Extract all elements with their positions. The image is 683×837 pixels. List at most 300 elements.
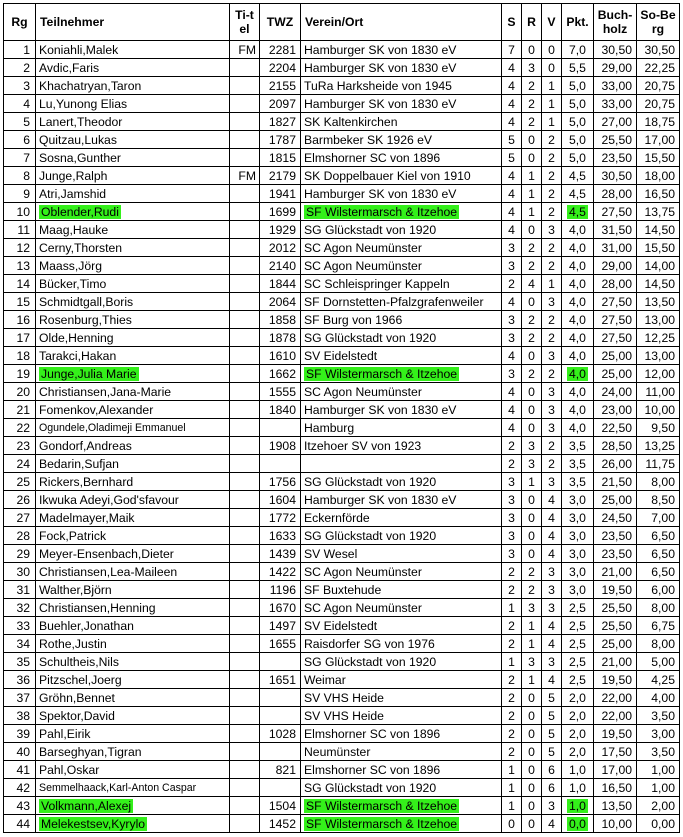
cell-losses-text: 3: [548, 798, 555, 813]
cell-wins: [502, 563, 522, 581]
cell-buchholz: [594, 383, 637, 401]
cell-draws: [522, 95, 542, 113]
cell-points-text: 3,0: [569, 492, 586, 507]
cell-club-text: Weimar: [304, 672, 346, 687]
cell-rating-text: 1844: [268, 276, 296, 291]
cell-rating: [260, 383, 301, 401]
cell-buchholz-text: 27,50: [601, 204, 632, 219]
cell-buchholz-text: 22,00: [601, 708, 632, 723]
cell-sonneborn-berger: [637, 563, 680, 581]
cell-rank-text: 43: [16, 798, 30, 813]
cell-rank: [4, 599, 36, 617]
cell-club: [301, 815, 502, 833]
cell-buchholz: [594, 725, 637, 743]
cell-title: [230, 743, 260, 761]
cell-losses: [542, 437, 562, 455]
cell-wins: [502, 473, 522, 491]
cell-points: [562, 617, 594, 635]
cell-rank-text: 37: [16, 690, 30, 705]
cell-points: [562, 491, 594, 509]
cell-losses-text: 2: [548, 132, 555, 147]
table-row: [4, 491, 680, 509]
cell-draws: [522, 707, 542, 725]
cell-rating: [260, 95, 301, 113]
cell-losses-text: 1: [548, 96, 555, 111]
cell-losses: [542, 113, 562, 131]
table-row: [4, 797, 680, 815]
cell-rank-text: 11: [17, 222, 30, 237]
cell-player-name: [36, 329, 230, 347]
cell-buchholz: [594, 653, 637, 671]
cell-rank: [4, 275, 36, 293]
cell-player-name-text: Rickers,Bernhard: [39, 474, 134, 489]
cell-draws-text: 0: [528, 798, 535, 813]
cell-points-text: 1,0: [569, 780, 586, 795]
cell-draws: [522, 203, 542, 221]
cell-rank: [4, 491, 36, 509]
cell-buchholz-text: 28,00: [601, 276, 632, 291]
cell-points-text: 2,5: [569, 672, 586, 687]
cell-sonneborn-berger-text: 14,00: [644, 258, 675, 273]
cell-rating: [260, 563, 301, 581]
cell-buchholz: [594, 113, 637, 131]
cell-player-name: [36, 401, 230, 419]
cell-losses: [542, 617, 562, 635]
cell-rank: [4, 473, 36, 491]
table-row: [4, 815, 680, 833]
cell-player-name: [36, 527, 230, 545]
cell-buchholz: [594, 527, 637, 545]
cell-sonneborn-berger: [637, 599, 680, 617]
cell-losses: [542, 41, 562, 59]
cell-sonneborn-berger-text: 20,75: [644, 78, 675, 93]
cell-sonneborn-berger-text: 4,25: [651, 672, 675, 687]
cell-wins: [502, 599, 522, 617]
cell-wins: [502, 455, 522, 473]
cell-rating-text: 1028: [268, 726, 296, 741]
cell-wins-text: 1: [508, 780, 515, 795]
cell-player-name-text: Olde,Henning: [39, 330, 114, 345]
cell-draws-text: 0: [528, 150, 535, 165]
cell-buchholz: [594, 311, 637, 329]
cell-wins-text: 3: [508, 492, 515, 507]
cell-player-name-text: Pahl,Eirik: [39, 726, 91, 741]
cell-points: [562, 383, 594, 401]
col-header-titel: Ti-tel: [230, 4, 260, 41]
cell-wins: [502, 671, 522, 689]
cell-buchholz-text: 25,50: [601, 618, 632, 633]
cell-club-text: SV Wesel: [304, 546, 358, 561]
cell-draws-text: 0: [528, 708, 535, 723]
cell-sonneborn-berger: [637, 707, 680, 725]
cell-club-text: SC Schleispringer Kappeln: [304, 276, 450, 291]
cell-sonneborn-berger-text: 7,00: [651, 510, 675, 525]
cell-buchholz: [594, 491, 637, 509]
cell-sonneborn-berger: [637, 257, 680, 275]
cell-player-name: [36, 239, 230, 257]
cell-buchholz-text: 25,00: [601, 366, 632, 381]
cell-buchholz: [594, 761, 637, 779]
table-row: [4, 59, 680, 77]
cell-player-name: [36, 419, 230, 437]
cell-sonneborn-berger: [637, 815, 680, 833]
cell-rank-text: 15: [16, 294, 30, 309]
cell-rank-text: 1: [23, 42, 30, 57]
cell-rating: [260, 653, 301, 671]
cell-rank: [4, 113, 36, 131]
cell-sonneborn-berger: [637, 347, 680, 365]
cell-draws-text: 1: [528, 474, 535, 489]
cell-club: [301, 113, 502, 131]
cell-player-name-text: Oblender,Rudi: [41, 204, 119, 219]
cell-title: [230, 437, 260, 455]
cell-losses: [542, 725, 562, 743]
table-row: [4, 293, 680, 311]
cell-rating-text: 2012: [268, 240, 296, 255]
cell-wins: [502, 545, 522, 563]
cell-losses-text: 3: [548, 222, 555, 237]
cell-rank: [4, 167, 36, 185]
cell-losses-text: 3: [548, 348, 555, 363]
cell-rating: [260, 239, 301, 257]
cell-rank-text: 4: [23, 96, 30, 111]
cell-draws-text: 3: [528, 438, 535, 453]
cell-draws: [522, 77, 542, 95]
cell-club: [301, 563, 502, 581]
cell-draws: [522, 41, 542, 59]
cell-rating-text: 1878: [268, 330, 296, 345]
cell-wins: [502, 383, 522, 401]
cell-losses: [542, 815, 562, 833]
cell-player-name-text: Rothe,Justin: [39, 636, 107, 651]
cell-player-name-text: Christiansen,Lea-Maileen: [39, 564, 178, 579]
cell-rank: [4, 743, 36, 761]
cell-sonneborn-berger-text: 8,50: [651, 492, 675, 507]
cell-title: [230, 527, 260, 545]
cell-rating-text: 1497: [268, 618, 296, 633]
cell-buchholz: [594, 635, 637, 653]
cell-buchholz-text: 29,00: [601, 60, 632, 75]
cell-wins-text: 2: [508, 708, 515, 723]
cell-points: [562, 437, 594, 455]
cell-rank: [4, 203, 36, 221]
cell-club-text: Elmshorner SC von 1896: [304, 762, 441, 777]
cell-player-name: [36, 149, 230, 167]
cell-wins-text: 4: [508, 186, 515, 201]
cell-rating-text: 2204: [268, 60, 296, 75]
cell-player-name: [36, 581, 230, 599]
cell-rank: [4, 581, 36, 599]
cell-buchholz-text: 23,50: [601, 150, 632, 165]
cell-buchholz: [594, 563, 637, 581]
cell-losses-text: 1: [548, 114, 555, 129]
cell-title: [230, 149, 260, 167]
cell-losses: [542, 419, 562, 437]
cell-rank: [4, 635, 36, 653]
cell-losses-text: 3: [548, 654, 555, 669]
cell-losses-text: 6: [548, 780, 555, 795]
cell-rating-text: 1699: [268, 204, 296, 219]
cell-losses-text: 5: [548, 708, 555, 723]
cell-player-name-text: Pahl,Oskar: [39, 762, 100, 777]
cell-losses: [542, 347, 562, 365]
cell-points-text: 5,5: [569, 60, 586, 75]
cell-draws-text: 2: [528, 114, 535, 129]
cell-draws-text: 2: [528, 96, 535, 111]
cell-rank-text: 38: [16, 708, 30, 723]
cell-title: [230, 797, 260, 815]
cell-losses-text: 3: [548, 564, 555, 579]
cell-rating: [260, 131, 301, 149]
cell-rating: [260, 473, 301, 491]
cell-draws-text: 1: [528, 204, 535, 219]
cell-sonneborn-berger: [637, 473, 680, 491]
cell-wins-text: 3: [508, 546, 515, 561]
cell-rank-text: 13: [16, 258, 30, 273]
cell-rating: [260, 743, 301, 761]
cell-player-name: [36, 797, 230, 815]
cell-wins: [502, 509, 522, 527]
cell-wins-text: 3: [508, 474, 515, 489]
cell-buchholz-text: 28,00: [601, 186, 632, 201]
table-row: [4, 311, 680, 329]
cell-draws: [522, 545, 542, 563]
cell-rating: [260, 509, 301, 527]
cell-draws-text: 0: [528, 780, 535, 795]
cell-wins-text: 4: [508, 204, 515, 219]
cell-club: [301, 311, 502, 329]
cell-draws: [522, 761, 542, 779]
cell-rating: [260, 671, 301, 689]
cell-buchholz: [594, 401, 637, 419]
cell-losses-text: 2: [548, 240, 555, 255]
cell-wins: [502, 293, 522, 311]
cell-title: [230, 581, 260, 599]
cell-buchholz: [594, 437, 637, 455]
cell-rating-text: 1858: [268, 312, 296, 327]
cell-player-name-text: Bedarin,Sufjan: [39, 456, 119, 471]
cell-losses-text: 3: [548, 474, 555, 489]
table-row: [4, 635, 680, 653]
cell-draws-text: 0: [528, 348, 535, 363]
cell-club-text: SG Glückstadt von 1920: [304, 330, 437, 345]
cell-sonneborn-berger: [637, 545, 680, 563]
cell-club: [301, 437, 502, 455]
cell-buchholz-text: 24,50: [601, 510, 632, 525]
cell-club-text: Itzehoer SV von 1923: [304, 438, 422, 453]
cell-rank: [4, 797, 36, 815]
cell-points: [562, 689, 594, 707]
cell-wins: [502, 797, 522, 815]
cell-title: [230, 113, 260, 131]
cell-title: [230, 347, 260, 365]
cell-player-name: [36, 617, 230, 635]
cell-rating-text: 1772: [268, 510, 296, 525]
cell-rank: [4, 149, 36, 167]
table-row: [4, 329, 680, 347]
cell-sonneborn-berger-text: 8,00: [651, 636, 675, 651]
cell-buchholz: [594, 545, 637, 563]
cell-losses: [542, 653, 562, 671]
cell-rank: [4, 239, 36, 257]
cell-buchholz: [594, 203, 637, 221]
cell-player-name-text: Quitzau,Lukas: [39, 132, 117, 147]
cell-player-name: [36, 815, 230, 833]
cell-buchholz-text: 24,00: [601, 384, 632, 399]
cell-player-name-text: Maag,Hauke: [39, 222, 109, 237]
cell-club-text: Elmshorner SC von 1896: [304, 726, 441, 741]
cell-points: [562, 311, 594, 329]
cell-rating-text: 2097: [268, 96, 296, 111]
table-row: [4, 743, 680, 761]
cell-points: [562, 599, 594, 617]
cell-rank-text: 7: [23, 150, 30, 165]
cell-draws-text: 0: [528, 510, 535, 525]
cell-player-name-text: Melekestsev,Kyrylo: [41, 816, 146, 831]
cell-rating-text: 1787: [268, 132, 296, 147]
col-header-buchholz: Buch-holz: [594, 4, 637, 41]
cell-points: [562, 329, 594, 347]
cell-draws: [522, 221, 542, 239]
cell-rank: [4, 95, 36, 113]
cell-player-name: [36, 257, 230, 275]
cell-player-name-text: Gondorf,Andreas: [39, 438, 132, 453]
cell-player-name-text: Lu,Yunong Elias: [39, 96, 128, 111]
cell-wins-text: 4: [508, 60, 515, 75]
cell-points-text: 3,0: [569, 564, 586, 579]
cell-rating-text: 2179: [268, 168, 296, 183]
cell-draws: [522, 599, 542, 617]
cell-club-text: SF Wilstermarsch & Itzehoe: [306, 816, 458, 831]
cell-points-text: 2,5: [569, 654, 586, 669]
cell-sonneborn-berger-text: 11,75: [645, 456, 675, 471]
cell-rank-text: 32: [16, 600, 30, 615]
cell-buchholz: [594, 473, 637, 491]
cell-losses: [542, 401, 562, 419]
cell-rating: [260, 311, 301, 329]
cell-losses: [542, 635, 562, 653]
cell-wins: [502, 257, 522, 275]
cell-rating-text: 1662: [268, 366, 296, 381]
cell-sonneborn-berger: [637, 509, 680, 527]
cell-draws-text: 0: [528, 222, 535, 237]
cell-points: [562, 41, 594, 59]
cell-rating: [260, 401, 301, 419]
cell-losses-text: 3: [548, 600, 555, 615]
cell-sonneborn-berger: [637, 419, 680, 437]
cell-wins: [502, 743, 522, 761]
cell-buchholz: [594, 95, 637, 113]
cell-sonneborn-berger: [637, 239, 680, 257]
cell-losses-text: 4: [548, 636, 555, 651]
cell-player-name-text: Buehler,Jonathan: [39, 618, 134, 633]
cell-rank-text: 23: [16, 438, 30, 453]
cell-wins-text: 2: [508, 564, 515, 579]
cell-club: [301, 257, 502, 275]
cell-points: [562, 77, 594, 95]
cell-player-name: [36, 221, 230, 239]
cell-buchholz: [594, 509, 637, 527]
cell-wins: [502, 527, 522, 545]
cell-buchholz-text: 21,50: [601, 474, 632, 489]
table-row: [4, 113, 680, 131]
table-row: [4, 401, 680, 419]
cell-wins-text: 4: [508, 294, 515, 309]
cell-rank: [4, 401, 36, 419]
table-row: [4, 707, 680, 725]
cell-buchholz: [594, 599, 637, 617]
cell-sonneborn-berger-text: 3,00: [651, 726, 675, 741]
cell-rank: [4, 689, 36, 707]
cell-sonneborn-berger: [637, 671, 680, 689]
cell-rank-text: 42: [16, 780, 30, 795]
cell-club: [301, 95, 502, 113]
cell-club-text: SV VHS Heide: [304, 690, 384, 705]
cell-buchholz: [594, 167, 637, 185]
cell-club: [301, 221, 502, 239]
cell-title: [230, 401, 260, 419]
cell-losses-text: 4: [548, 510, 555, 525]
cell-club: [301, 653, 502, 671]
table-row: [4, 689, 680, 707]
cell-title: [230, 365, 260, 383]
cell-title: [230, 671, 260, 689]
cell-player-name-text: Junge,Julia Marie: [41, 366, 137, 381]
cell-title: [230, 59, 260, 77]
cell-buchholz: [594, 293, 637, 311]
cell-draws-text: 0: [528, 42, 535, 57]
cell-losses-text: 2: [548, 366, 555, 381]
cell-rank: [4, 617, 36, 635]
cell-losses: [542, 581, 562, 599]
cell-buchholz-text: 25,50: [601, 600, 632, 615]
cell-rating: [260, 815, 301, 833]
cell-rating-text: 1196: [269, 582, 296, 597]
cell-points-text: 7,0: [569, 42, 586, 57]
cell-draws: [522, 815, 542, 833]
cell-club: [301, 527, 502, 545]
table-row: [4, 419, 680, 437]
cell-points-text: 3,0: [569, 510, 586, 525]
cell-rating: [260, 707, 301, 725]
cell-buchholz-text: 27,00: [601, 114, 632, 129]
cell-buchholz-text: 33,00: [601, 78, 632, 93]
cell-draws-text: 2: [528, 78, 535, 93]
cell-club-text: Hamburger SK von 1830 eV: [304, 492, 457, 507]
cell-rank-text: 20: [16, 384, 30, 399]
cell-sonneborn-berger-text: 16,50: [644, 186, 675, 201]
cell-rating-text: 1651: [268, 672, 296, 687]
cell-wins: [502, 59, 522, 77]
cell-points-text: 5,0: [569, 114, 586, 129]
cell-sonneborn-berger: [637, 41, 680, 59]
cell-buchholz: [594, 41, 637, 59]
cell-buchholz-text: 27,50: [601, 330, 632, 345]
cell-title: [230, 779, 260, 797]
cell-wins-text: 7: [508, 42, 515, 57]
table-row: [4, 257, 680, 275]
cell-rank: [4, 383, 36, 401]
cell-sonneborn-berger-text: 15,50: [644, 150, 675, 165]
cell-rating: [260, 293, 301, 311]
cell-title: [230, 41, 260, 59]
cell-rank: [4, 293, 36, 311]
cell-points-text: 4,0: [569, 420, 586, 435]
cell-club: [301, 419, 502, 437]
cell-title: [230, 599, 260, 617]
cell-buchholz-text: 28,50: [601, 438, 632, 453]
cell-club: [301, 365, 502, 383]
